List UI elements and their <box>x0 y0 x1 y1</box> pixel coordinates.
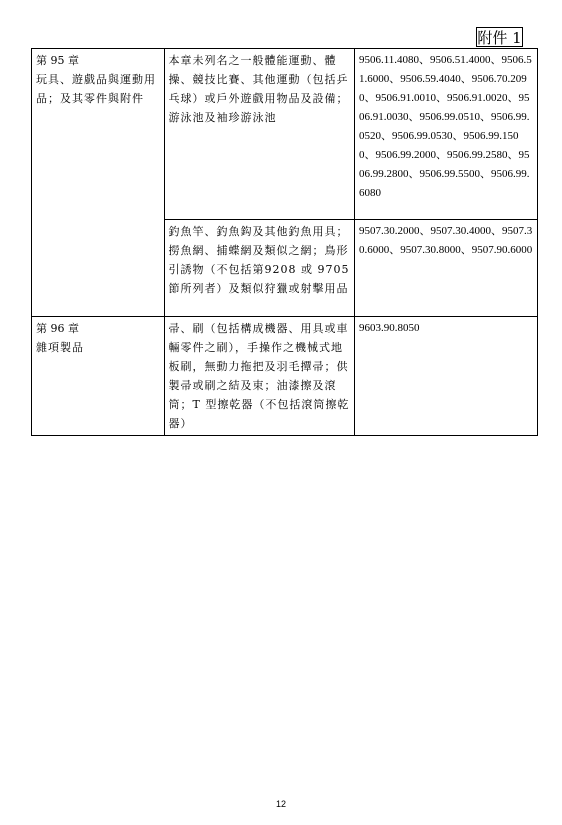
item-description: 帚、刷（包括構成機器、用具或車輛零件之刷），手操作之機械式地板刷，無動力拖把及羽毛撢帚；供製帚或刷之結及束；油漆擦及滾筒；T 型擦乾器（不包括滾筒擦乾器） <box>164 317 354 436</box>
table-row <box>32 317 538 436</box>
chapter-cell <box>32 49 165 317</box>
chapter-cell <box>32 317 165 436</box>
item-codes: 9603.90.8050 <box>354 317 537 436</box>
chapter-description: 雜項製品 <box>36 341 84 354</box>
page-number: 12 <box>275 799 286 809</box>
annex-label: 附件 1 <box>477 29 522 47</box>
tariff-table <box>31 48 538 436</box>
chapter-number: 第 95 章 <box>36 54 79 67</box>
table-row <box>32 49 538 220</box>
item-description: 釣魚竿、釣魚鈎及其他釣魚用具；撈魚網、捕蝶網及類似之網；鳥形引誘物（不包括第9208 或 9705 節所列者）及類似狩獵或射擊用品 <box>164 220 354 317</box>
chapter-description: 玩具、遊戲品與運動用品；及其零件與附件 <box>36 73 156 105</box>
item-description: 本章未列名之一般體能運動、體操、競技比賽、其他運動（包括乒乓球）或戶外遊戲用物品及設備；游泳池及袖珍游泳池 <box>164 49 354 220</box>
chapter-number: 第 96 章 <box>36 322 79 335</box>
item-codes: 9507.30.2000、9507.30.4000、9507.30.6000、9507.30.8000、9507.90.6000 <box>354 220 537 317</box>
item-codes: 9506.11.4080、9506.51.4000、9506.51.6000、9506.59.4040、9506.70.2090、9506.91.0010、9506.91.0020、9506.91.0030、9506.99.0510、9506.99.0520、9506.99.0530、9506.99.1500、9506.99.2000、9506.99.2580、9506.99.2800、9506.99.5500、9506.99.6080 <box>354 49 537 220</box>
